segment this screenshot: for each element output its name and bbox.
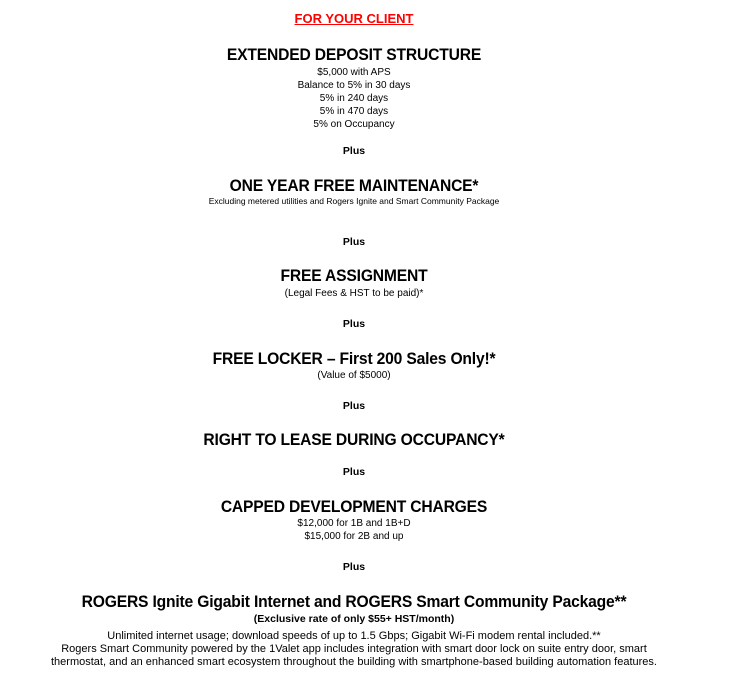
- deposit-line: Balance to 5% in 30 days: [297, 80, 411, 91]
- section-title-assignment: FREE ASSIGNMENT: [280, 266, 428, 285]
- maintenance-note: Excluding metered utilities and Rogers Ignite and Smart Community Package: [208, 196, 500, 206]
- section-title-deposit: EXTENDED DEPOSIT STRUCTURE: [226, 45, 482, 64]
- section-title-locker: FREE LOCKER – First 200 Sales Only!*: [212, 349, 496, 368]
- deposit-line: 5% in 470 days: [319, 106, 389, 117]
- plus-separator: Plus: [342, 400, 366, 412]
- locker-note: (Value of $5000): [317, 370, 391, 381]
- plus-separator: Plus: [342, 236, 366, 248]
- section-title-rogers: ROGERS Ignite Gigabit Internet and ROGERS Smart Community Package**: [81, 592, 627, 611]
- section-title-maintenance: ONE YEAR FREE MAINTENANCE*: [229, 176, 479, 195]
- development-charge-line: $15,000 for 2B and up: [304, 531, 404, 542]
- development-charge-line: $12,000 for 1B and 1B+D: [297, 518, 411, 529]
- plus-separator: Plus: [342, 145, 366, 157]
- section-title-lease: RIGHT TO LEASE DURING OCCUPANCY*: [203, 430, 505, 449]
- assignment-note: (Legal Fees & HST to be paid)*: [284, 288, 424, 299]
- plus-separator: Plus: [342, 561, 366, 573]
- deposit-line: 5% on Occupancy: [313, 119, 395, 130]
- rogers-rate-note: (Exclusive rate of only $55+ HST/month): [253, 613, 455, 625]
- plus-separator: Plus: [342, 466, 366, 478]
- section-title-development-charges: CAPPED DEVELOPMENT CHARGES: [220, 497, 488, 516]
- deposit-line: $5,000 with APS: [317, 67, 391, 78]
- deposit-line: 5% in 240 days: [319, 93, 389, 104]
- footer-line: thermostat, and an enhanced smart ecosystem throughout the building with smartphone-based building automation features.: [51, 656, 657, 668]
- client-heading: FOR YOUR CLIENT: [294, 11, 414, 26]
- footer-line: Rogers Smart Community powered by the 1Valet app includes integration with smart door lock on suite entry door, smart: [61, 643, 647, 655]
- plus-separator: Plus: [342, 318, 366, 330]
- footer-line: Unlimited internet usage; download speeds of up to 1.5 Gbps; Gigabit Wi-Fi modem rental included.**: [107, 630, 601, 642]
